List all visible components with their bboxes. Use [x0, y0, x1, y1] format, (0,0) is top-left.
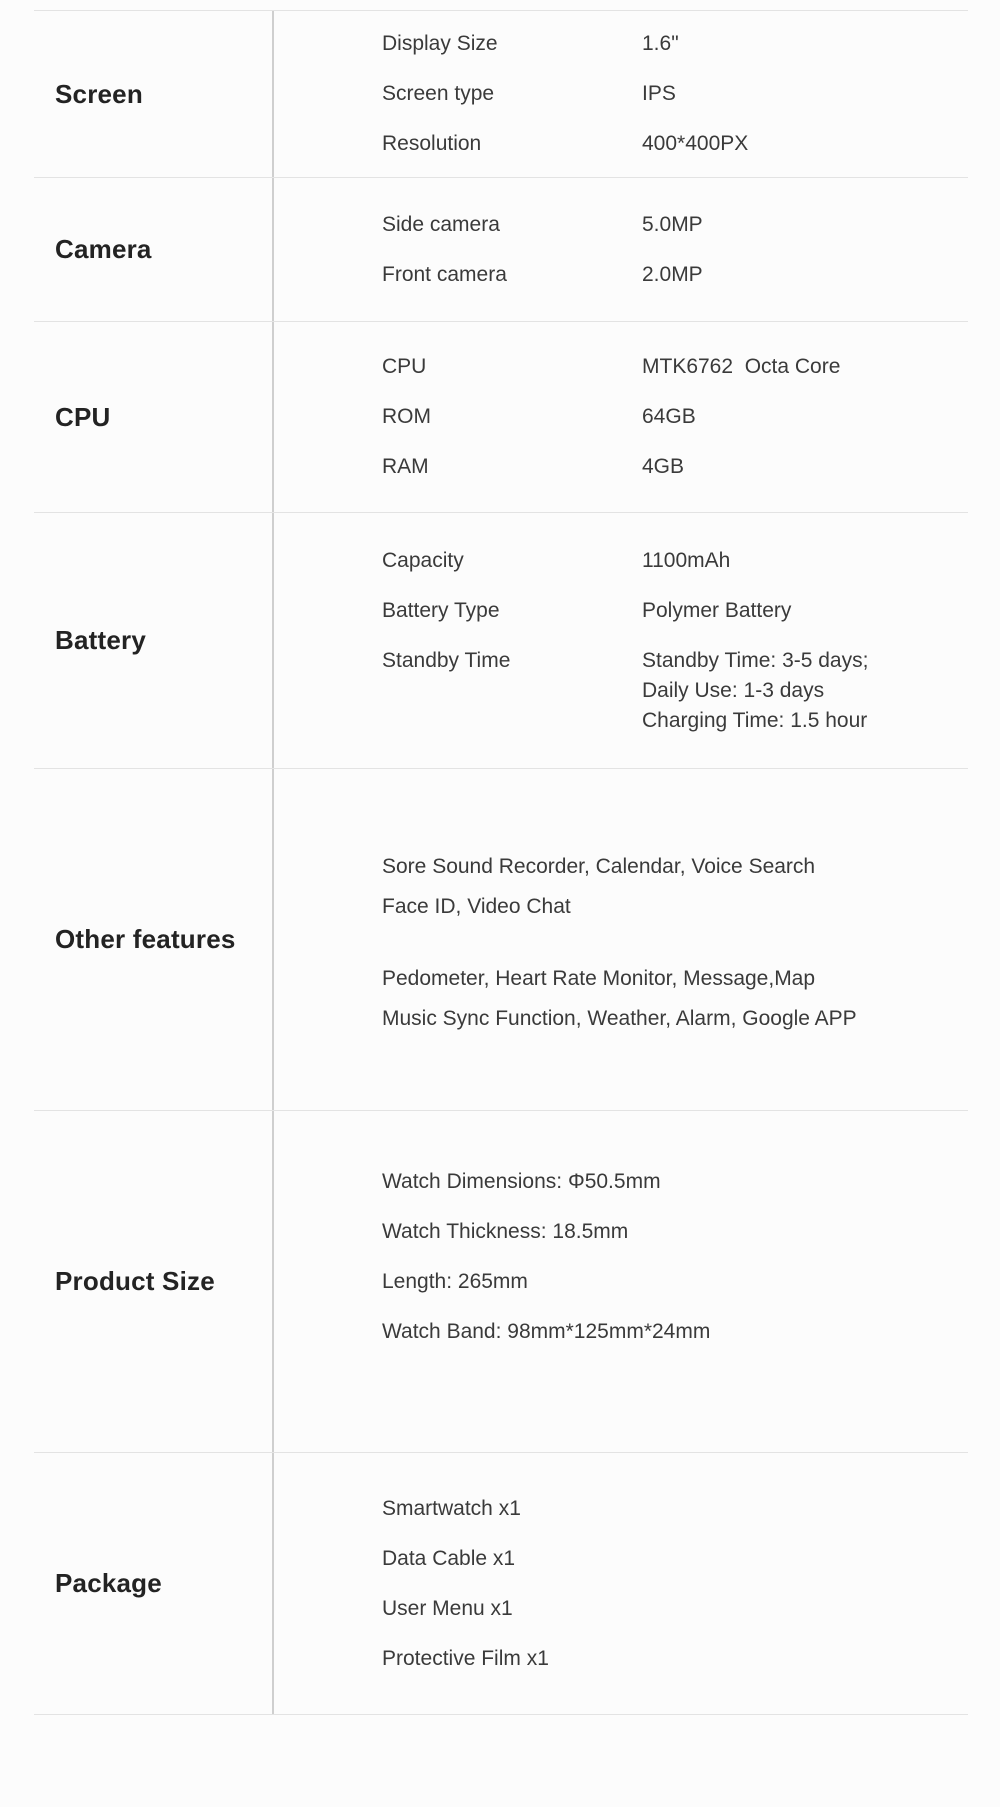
- section-battery: [34, 513, 968, 769]
- section-screen: [34, 11, 968, 178]
- spec-value: Standby Time: 3-5 days; Daily Use: 1-3 days Charging Time: 1.5 hour: [642, 648, 869, 732]
- section-product-size: [34, 1111, 968, 1453]
- spec-row-resolution: [382, 129, 968, 159]
- section-body-other-features: [274, 769, 968, 1110]
- section-title-product-size: Product Size: [34, 1111, 274, 1452]
- section-body-product-size: [274, 1111, 968, 1452]
- section-body-cpu: [274, 322, 968, 512]
- size-line: Watch Band: 98mm*125mm*24mm: [382, 1320, 711, 1343]
- spec-value: MTK6762 Octa Core: [642, 355, 841, 378]
- spec-value: 4GB: [642, 455, 685, 478]
- section-other-features: [34, 769, 968, 1111]
- size-line: Watch Thickness: 18.5mm: [382, 1220, 629, 1243]
- spec-label: Battery Type: [382, 598, 500, 622]
- section-body-battery: [274, 513, 968, 768]
- size-line: Length: 265mm: [382, 1270, 528, 1293]
- spec-table: [34, 10, 968, 1715]
- spec-value: 1.6": [642, 32, 679, 55]
- package-line: Data Cable x1: [382, 1546, 516, 1570]
- spec-value: 64GB: [642, 405, 696, 428]
- feature-line: Music Sync Function, Weather, Alarm, Google APP: [382, 1006, 857, 1030]
- spec-value: 5.0MP: [642, 212, 703, 236]
- section-title-battery: Battery: [34, 513, 274, 768]
- package-line: Smartwatch x1: [382, 1496, 521, 1520]
- size-line: Watch Dimensions: Φ50.5mm: [382, 1170, 661, 1193]
- spec-row-display-size: [382, 29, 968, 59]
- section-title-package: Package: [34, 1453, 274, 1714]
- package-line: User Menu x1: [382, 1596, 513, 1620]
- package-line: Protective Film x1: [382, 1646, 549, 1670]
- section-cpu: [34, 322, 968, 513]
- feature-line: Pedometer, Heart Rate Monitor, Message,Map: [382, 966, 816, 990]
- section-title-screen: Screen: [34, 11, 274, 177]
- spec-label: Side camera: [382, 212, 500, 236]
- spec-value: IPS: [642, 82, 676, 105]
- spec-value: Polymer Battery: [642, 598, 792, 622]
- feature-group: [382, 954, 968, 1044]
- spec-label: ROM: [382, 405, 431, 428]
- spec-row-standby-time: [382, 646, 968, 736]
- section-body-package: [274, 1453, 968, 1714]
- section-title-other-features: Other features: [34, 769, 274, 1110]
- spec-value: 2.0MP: [642, 262, 703, 286]
- section-body-screen: [274, 11, 968, 177]
- spec-label: Screen type: [382, 82, 495, 105]
- spec-row-cpu: [382, 352, 968, 382]
- feature-line: Face ID, Video Chat: [382, 894, 571, 918]
- section-package: [34, 1453, 968, 1715]
- spec-row-rom: [382, 402, 968, 432]
- spec-label: Display Size: [382, 32, 498, 55]
- spec-label: Capacity: [382, 548, 464, 572]
- spec-label: Standby Time: [382, 648, 511, 672]
- spec-label: Front camera: [382, 262, 507, 286]
- section-body-camera: [274, 178, 968, 321]
- spec-value: 400*400PX: [642, 132, 749, 155]
- spec-row-ram: [382, 452, 968, 482]
- spec-row-front-camera: [382, 260, 968, 290]
- section-camera: [34, 178, 968, 322]
- section-title-cpu: CPU: [34, 322, 274, 512]
- feature-line: Sore Sound Recorder, Calendar, Voice Search: [382, 854, 816, 878]
- spec-row-battery-type: [382, 596, 968, 626]
- spec-row-side-camera: [382, 210, 968, 240]
- spec-value: 1100mAh: [642, 548, 731, 572]
- spec-row-screen-type: [382, 79, 968, 109]
- spec-label: Resolution: [382, 132, 482, 155]
- feature-group: [382, 842, 968, 932]
- spec-row-capacity: [382, 546, 968, 576]
- spec-label: RAM: [382, 455, 429, 478]
- spec-label: CPU: [382, 355, 427, 378]
- section-title-camera: Camera: [34, 178, 274, 321]
